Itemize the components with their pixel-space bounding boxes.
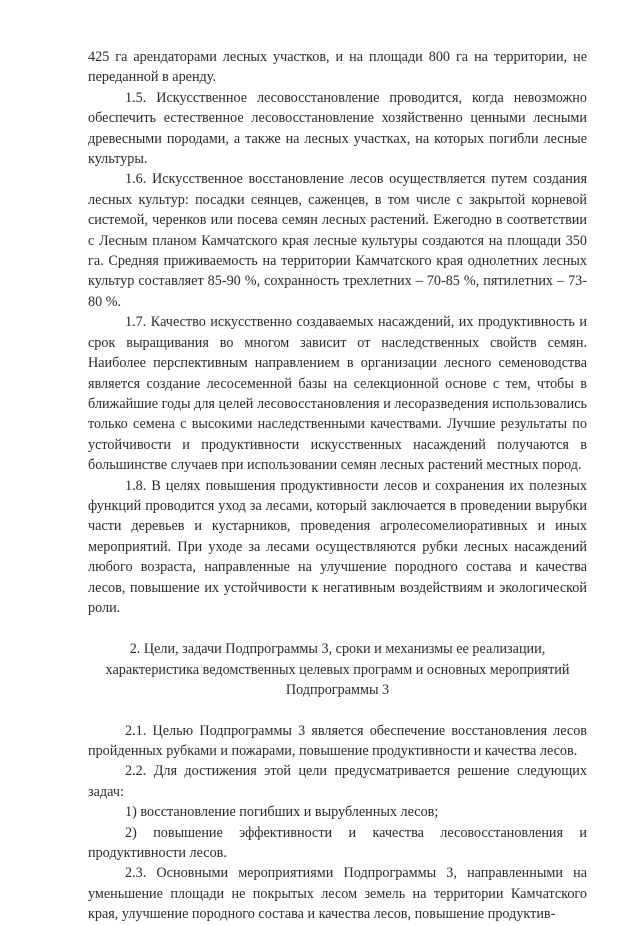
paragraph-2-2: 2.2. Для достижения этой цели предусматривается решение следующих задач: [88, 763, 587, 800]
task-item-2: 2) повышение эффективности и качества лесовосстановления и продуктивности лесов. [88, 824, 587, 862]
section-2-heading: 2. Цели, задачи Подпрограммы 3, сроки и механизмы ее реализации, характеристика ведомственных целевых программ и основных мероприятий Подпрограммы 3 [105, 641, 570, 699]
paragraph-intro-continuation: 425 га арендаторами лесных участков, и на площади 800 га на территории, не переданной в аренду. [88, 49, 587, 86]
paragraph-1-6: 1.6. Искусственное восстановление лесов осуществляется путем создания лесных культур: посадки сеянцев, саженцев, в том числе с закрытой корневой системой, черенков или посева семян лесных растений. Ежегодно в соответствии с Лесным планом Камчатского края лесные культуры создаются на площади 350 га. Средняя приживаемость на территории Камчатского края однолетних лесных культур составляет 85-90 %, сохранность трехлетних – 70-85 %, пятилетних – 73-80 %. [88, 171, 587, 310]
paragraph-1-5: 1.5. Искусственное лесовосстановление проводится, когда невозможно обеспечить естественное лесовосстановление хозяйственно ценными лесными древесными породами, а также на лесных участках, на которых погибли лесные культуры. [88, 89, 587, 168]
paragraph-1-8: 1.8. В целях повышения продуктивности лесов и сохранения их полезных функций проводится уход за лесами, который заключается в проведении вырубки части деревьев и кустарников, проведения агролесомелиоративных и иных мероприятий. При уходе за лесами осуществляются рубки лесных насаждений любого возраста, направленные на улучшение породного состава и качества лесов, повышение их устойчивости к негативным воздействиям и экологической роли. [88, 477, 587, 616]
paragraph-1-7: 1.7. Качество искусственно создаваемых насаждений, их продуктивность и срок выращивания во многом зависит от наследственных свойств семян. Наиболее перспективным направлением в организации лесного семеноводства является создание лесосеменной базы на селекционной основе с тем, чтобы в ближайшие годы для целей лесовосстановления и лесоразведения использовались только семена с высокими наследственными качествами. Лучшие результаты по устойчивости и продуктивности искусственных насаждений получаются в большинстве случаев при использовании семян лесных растений местных пород. [88, 314, 587, 474]
paragraph-2-1: 2.1. Целью Подпрограммы 3 является обеспечение восстановления лесов пройденных рубками и пожарами, повышение продуктивности и качества лесов. [88, 722, 587, 759]
paragraph-2-3: 2.3. Основными мероприятиями Подпрограммы 3, направленными на уменьшение площади не покрытых лесом земель на территории Камчатского края, улучшение породного состава и качества лесов, повышение продуктив- [88, 865, 587, 923]
task-item-1: 1) восстановление погибших и вырубленных лесов; [125, 804, 439, 821]
